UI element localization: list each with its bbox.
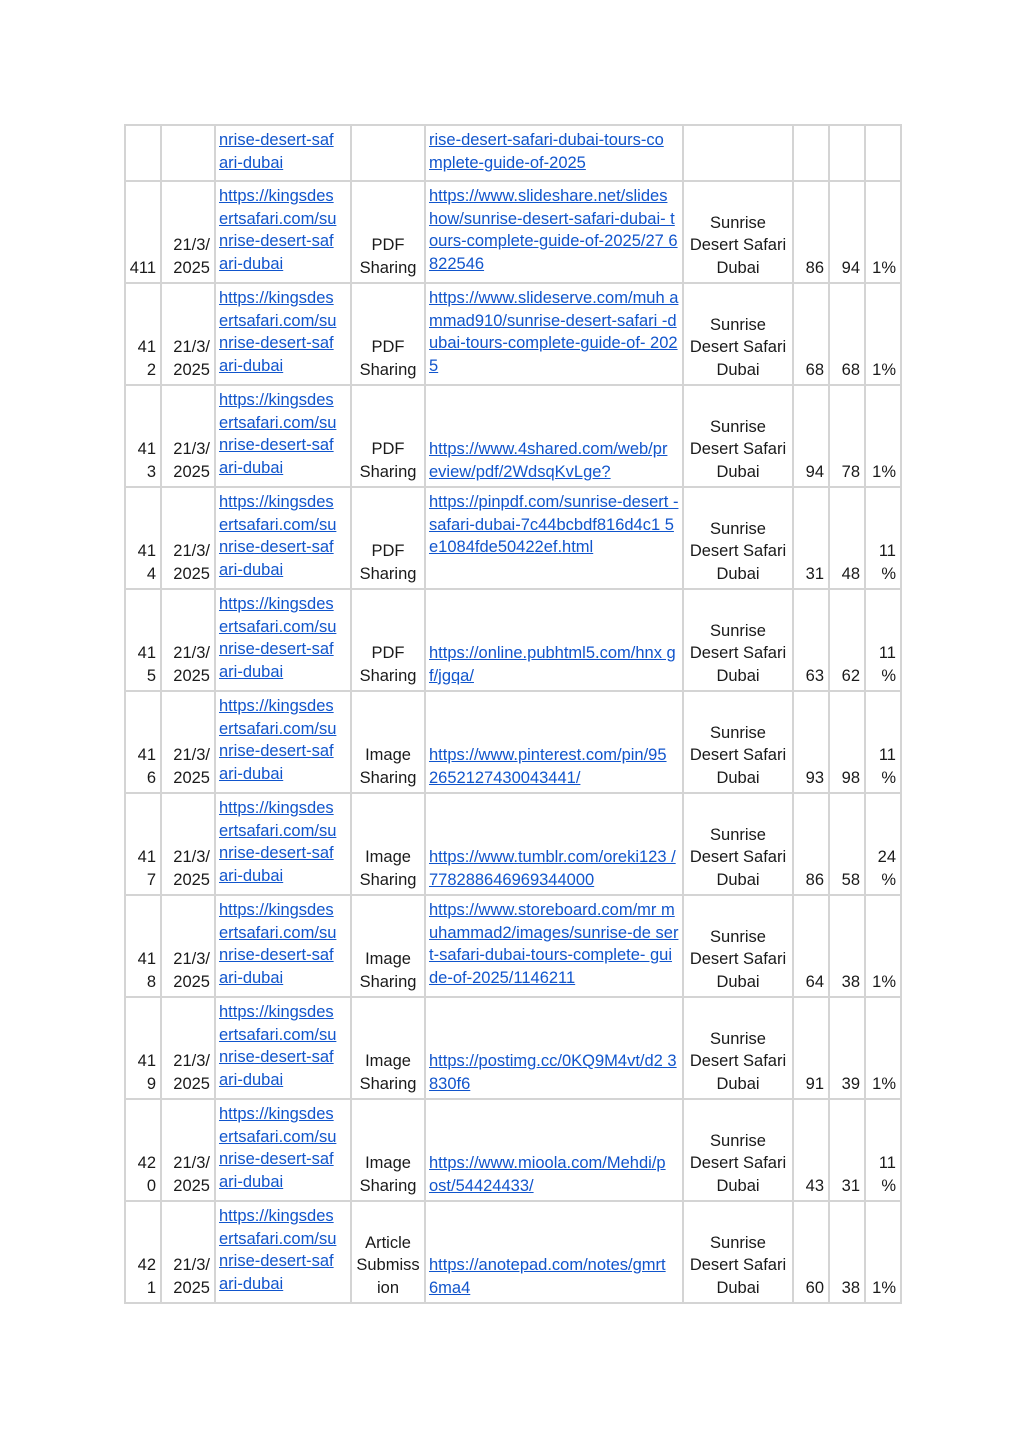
source-url-link[interactable]: https://kingsdes ertsafari.com/su nrise-desert-saf ari-dubai bbox=[219, 697, 337, 783]
cell-ss: 1% bbox=[865, 181, 901, 283]
cell-no: 41 2 bbox=[125, 283, 161, 385]
source-url-link[interactable]: https://kingsdes ertsafari.com/su nrise-desert-saf ari-dubai bbox=[219, 1207, 337, 1293]
cell-pa: 39 bbox=[829, 997, 865, 1099]
cell-date: 21/3/ 2025 bbox=[161, 589, 215, 691]
cell-date: 21/3/ 2025 bbox=[161, 793, 215, 895]
cell-da: 60 bbox=[793, 1201, 829, 1303]
table-row-continued bbox=[125, 125, 901, 181]
cell-ss: 1% bbox=[865, 895, 901, 997]
cell-pa: 94 bbox=[829, 181, 865, 283]
cell-backlink-url bbox=[425, 691, 683, 793]
backlink-url-link[interactable]: https://online.pubhtml5.com/hnx gf/jgqa/ bbox=[429, 644, 676, 685]
cell-pa: 78 bbox=[829, 385, 865, 487]
source-url-link[interactable]: nrise-desert-saf ari-dubai bbox=[219, 131, 334, 172]
cell-ss: 1% bbox=[865, 1201, 901, 1303]
cell-date: 21/3/ 2025 bbox=[161, 181, 215, 283]
source-url-link[interactable]: https://kingsdes ertsafari.com/su nrise-desert-saf ari-dubai bbox=[219, 289, 337, 375]
cell-ss: 11 % bbox=[865, 1099, 901, 1201]
cell-keyword: Sunrise Desert Safari Dubai bbox=[683, 487, 793, 589]
backlink-url-link[interactable]: https://postimg.cc/0KQ9M4vt/d2 3830f6 bbox=[429, 1052, 677, 1093]
cell-keyword: Sunrise Desert Safari Dubai bbox=[683, 1099, 793, 1201]
cell-da: 31 bbox=[793, 487, 829, 589]
cell-backlink-url bbox=[425, 181, 683, 283]
cell-type: PDF Sharing bbox=[351, 487, 425, 589]
backlink-url-link[interactable]: https://pinpdf.com/sunrise-desert -safari-dubai-7c44bcbdf816d4c1 5e1084fde50422ef.html bbox=[429, 493, 679, 556]
cell-keyword: Sunrise Desert Safari Dubai bbox=[683, 181, 793, 283]
cell-da: 68 bbox=[793, 283, 829, 385]
cell-ss: 11 % bbox=[865, 589, 901, 691]
cell-type bbox=[351, 125, 425, 181]
cell-no bbox=[125, 125, 161, 181]
cell-da: 43 bbox=[793, 1099, 829, 1201]
backlink-url-link[interactable]: https://anotepad.com/notes/gmrt 6ma4 bbox=[429, 1256, 666, 1297]
cell-backlink-url bbox=[425, 1201, 683, 1303]
backlinks-table bbox=[124, 124, 902, 1304]
cell-no: 41 7 bbox=[125, 793, 161, 895]
table-row bbox=[125, 1201, 901, 1303]
cell-no: 41 5 bbox=[125, 589, 161, 691]
cell-keyword: Sunrise Desert Safari Dubai bbox=[683, 385, 793, 487]
table-row bbox=[125, 283, 901, 385]
table-row bbox=[125, 1099, 901, 1201]
cell-no: 42 0 bbox=[125, 1099, 161, 1201]
table-row bbox=[125, 997, 901, 1099]
cell-da: 86 bbox=[793, 181, 829, 283]
source-url-link[interactable]: https://kingsdes ertsafari.com/su nrise-desert-saf ari-dubai bbox=[219, 1105, 337, 1191]
cell-source-url bbox=[215, 691, 351, 793]
cell-date: 21/3/ 2025 bbox=[161, 487, 215, 589]
backlink-url-link[interactable]: https://www.slideserve.com/muh ammad910/sunrise-desert-safari -dubai-tours-complete-guide-of- 2025 bbox=[429, 289, 679, 375]
source-url-link[interactable]: https://kingsdes ertsafari.com/su nrise-desert-saf ari-dubai bbox=[219, 391, 337, 477]
cell-da: 91 bbox=[793, 997, 829, 1099]
cell-backlink-url bbox=[425, 125, 683, 181]
cell-source-url bbox=[215, 997, 351, 1099]
cell-source-url bbox=[215, 793, 351, 895]
cell-backlink-url bbox=[425, 487, 683, 589]
cell-backlink-url bbox=[425, 895, 683, 997]
cell-pa: 48 bbox=[829, 487, 865, 589]
table-row bbox=[125, 793, 901, 895]
cell-type: Image Sharing bbox=[351, 1099, 425, 1201]
cell-date: 21/3/ 2025 bbox=[161, 1201, 215, 1303]
table-row bbox=[125, 691, 901, 793]
cell-date: 21/3/ 2025 bbox=[161, 385, 215, 487]
cell-date: 21/3/ 2025 bbox=[161, 691, 215, 793]
cell-keyword: Sunrise Desert Safari Dubai bbox=[683, 895, 793, 997]
cell-no: 41 8 bbox=[125, 895, 161, 997]
cell-no: 41 9 bbox=[125, 997, 161, 1099]
cell-date: 21/3/ 2025 bbox=[161, 895, 215, 997]
cell-keyword: Sunrise Desert Safari Dubai bbox=[683, 1201, 793, 1303]
cell-source-url bbox=[215, 1099, 351, 1201]
cell-type: Article Submiss ion bbox=[351, 1201, 425, 1303]
cell-keyword bbox=[683, 125, 793, 181]
source-url-link[interactable]: https://kingsdes ertsafari.com/su nrise-desert-saf ari-dubai bbox=[219, 1003, 337, 1089]
cell-source-url bbox=[215, 181, 351, 283]
table-row bbox=[125, 589, 901, 691]
cell-date: 21/3/ 2025 bbox=[161, 1099, 215, 1201]
cell-pa: 62 bbox=[829, 589, 865, 691]
cell-backlink-url bbox=[425, 997, 683, 1099]
table-row bbox=[125, 487, 901, 589]
cell-ss: 1% bbox=[865, 385, 901, 487]
source-url-link[interactable]: https://kingsdes ertsafari.com/su nrise-desert-saf ari-dubai bbox=[219, 493, 337, 579]
cell-no: 41 4 bbox=[125, 487, 161, 589]
cell-backlink-url bbox=[425, 1099, 683, 1201]
backlink-url-link[interactable]: https://www.pinterest.com/pin/95 2652127430043441/ bbox=[429, 746, 667, 787]
cell-pa: 38 bbox=[829, 1201, 865, 1303]
cell-source-url bbox=[215, 895, 351, 997]
cell-no: 41 6 bbox=[125, 691, 161, 793]
cell-source-url bbox=[215, 1201, 351, 1303]
cell-source-url bbox=[215, 283, 351, 385]
table-row bbox=[125, 385, 901, 487]
backlink-url-link[interactable]: https://www.slideshare.net/slides how/sunrise-desert-safari-dubai- tours-complete-guide-of-2025/27 6822546 bbox=[429, 187, 678, 273]
cell-pa: 98 bbox=[829, 691, 865, 793]
cell-type: Image Sharing bbox=[351, 895, 425, 997]
cell-no: 41 3 bbox=[125, 385, 161, 487]
cell-source-url bbox=[215, 487, 351, 589]
cell-ss: 1% bbox=[865, 997, 901, 1099]
source-url-link[interactable]: https://kingsdes ertsafari.com/su nrise-desert-saf ari-dubai bbox=[219, 901, 337, 987]
cell-backlink-url bbox=[425, 793, 683, 895]
cell-keyword: Sunrise Desert Safari Dubai bbox=[683, 283, 793, 385]
cell-da: 63 bbox=[793, 589, 829, 691]
cell-no: 411 bbox=[125, 181, 161, 283]
cell-ss: 11 % bbox=[865, 487, 901, 589]
cell-type: PDF Sharing bbox=[351, 385, 425, 487]
backlink-url-link[interactable]: https://www.tumblr.com/oreki123 /778288646969344000 bbox=[429, 848, 676, 889]
cell-backlink-url bbox=[425, 589, 683, 691]
cell-type: Image Sharing bbox=[351, 997, 425, 1099]
cell-ss: 1% bbox=[865, 283, 901, 385]
cell-da: 93 bbox=[793, 691, 829, 793]
cell-date: 21/3/ 2025 bbox=[161, 283, 215, 385]
cell-da: 86 bbox=[793, 793, 829, 895]
backlink-url-link[interactable]: https://www.storeboard.com/mr muhammad2/images/sunrise-de sert-safari-dubai-tours-complete- guide-of-2025/1146211 bbox=[429, 901, 679, 987]
backlink-url-link[interactable]: https://www.mioola.com/Mehdi/p ost/54424433/ bbox=[429, 1154, 666, 1195]
cell-keyword: Sunrise Desert Safari Dubai bbox=[683, 997, 793, 1099]
cell-pa bbox=[829, 125, 865, 181]
cell-keyword: Sunrise Desert Safari Dubai bbox=[683, 793, 793, 895]
cell-pa: 58 bbox=[829, 793, 865, 895]
backlink-url-link[interactable]: rise-desert-safari-dubai-tours-co mplete-guide-of-2025 bbox=[429, 131, 664, 172]
cell-da: 94 bbox=[793, 385, 829, 487]
cell-type: PDF Sharing bbox=[351, 589, 425, 691]
cell-pa: 38 bbox=[829, 895, 865, 997]
cell-pa: 68 bbox=[829, 283, 865, 385]
backlink-url-link[interactable]: https://www.4shared.com/web/pr eview/pdf/2WdsqKvLge? bbox=[429, 440, 668, 481]
cell-type: Image Sharing bbox=[351, 793, 425, 895]
cell-keyword: Sunrise Desert Safari Dubai bbox=[683, 589, 793, 691]
cell-ss: 24 % bbox=[865, 793, 901, 895]
source-url-link[interactable]: https://kingsdes ertsafari.com/su nrise-desert-saf ari-dubai bbox=[219, 799, 337, 885]
cell-source-url bbox=[215, 589, 351, 691]
cell-date: 21/3/ 2025 bbox=[161, 997, 215, 1099]
source-url-link[interactable]: https://kingsdes ertsafari.com/su nrise-desert-saf ari-dubai bbox=[219, 187, 337, 273]
cell-pa: 31 bbox=[829, 1099, 865, 1201]
cell-type: PDF Sharing bbox=[351, 181, 425, 283]
cell-date bbox=[161, 125, 215, 181]
source-url-link[interactable]: https://kingsdes ertsafari.com/su nrise-desert-saf ari-dubai bbox=[219, 595, 337, 681]
cell-source-url bbox=[215, 125, 351, 181]
cell-ss: 11 % bbox=[865, 691, 901, 793]
cell-keyword: Sunrise Desert Safari Dubai bbox=[683, 691, 793, 793]
cell-da bbox=[793, 125, 829, 181]
table-row bbox=[125, 181, 901, 283]
cell-backlink-url bbox=[425, 283, 683, 385]
cell-no: 42 1 bbox=[125, 1201, 161, 1303]
cell-source-url bbox=[215, 385, 351, 487]
cell-ss bbox=[865, 125, 901, 181]
table-row bbox=[125, 895, 901, 997]
cell-da: 64 bbox=[793, 895, 829, 997]
cell-backlink-url bbox=[425, 385, 683, 487]
cell-type: PDF Sharing bbox=[351, 283, 425, 385]
cell-type: Image Sharing bbox=[351, 691, 425, 793]
